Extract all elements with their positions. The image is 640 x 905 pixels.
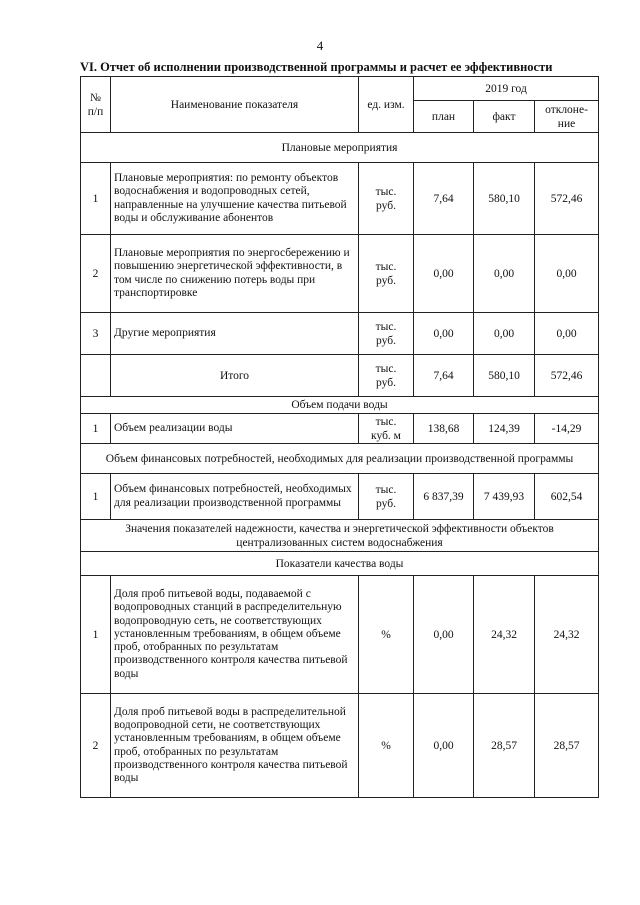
- table-row: [81, 235, 599, 313]
- header-fact: факт: [474, 101, 535, 133]
- row-plan: 6 837,39: [414, 474, 474, 520]
- header-year: 2019 год: [414, 77, 599, 101]
- section-row: [81, 133, 599, 163]
- row-unit: %: [359, 694, 414, 798]
- row-plan: 0,00: [414, 576, 474, 694]
- section-row: [81, 552, 599, 576]
- total-deviation: 572,46: [535, 355, 599, 397]
- row-name: Плановые мероприятия: по ремонту объектов водоснабжения и водопроводных сетей, направленные на улучшение качества питьевой воды и обслуживание абонентов: [111, 163, 359, 235]
- total-row: [81, 355, 599, 397]
- row-number: 1: [81, 414, 111, 444]
- row-fact: 580,10: [474, 163, 535, 235]
- header-name: Наименование показателя: [111, 77, 359, 133]
- page-number: 4: [316, 38, 324, 53]
- report-table: [80, 76, 599, 798]
- total-plan: 7,64: [414, 355, 474, 397]
- row-plan: 0,00: [414, 313, 474, 355]
- row-number: 1: [81, 163, 111, 235]
- row-name: Объем реализации воды: [111, 414, 359, 444]
- row-deviation: 0,00: [535, 313, 599, 355]
- header-deviation: отклоне- ние: [535, 101, 599, 133]
- section-quality: Показатели качества воды: [81, 552, 599, 576]
- row-number: 2: [81, 694, 111, 798]
- section-planned: Плановые мероприятия: [81, 133, 599, 163]
- table-row: [81, 414, 599, 444]
- row-unit: тыс. руб.: [359, 235, 414, 313]
- row-plan: 7,64: [414, 163, 474, 235]
- row-name: Объем финансовых потребностей, необходимых для реализации производственной программы: [111, 474, 359, 520]
- table-row: [81, 313, 599, 355]
- row-deviation: 28,57: [535, 694, 599, 798]
- row-deviation: 572,46: [535, 163, 599, 235]
- section-row: [81, 397, 599, 414]
- header-num: № п/п: [81, 77, 111, 133]
- total-name: Итого: [111, 355, 359, 397]
- row-deviation: 0,00: [535, 235, 599, 313]
- row-deviation: 24,32: [535, 576, 599, 694]
- row-name: Доля проб питьевой воды в распределительной водопроводной сети, не соответствующих установленным требованиям, в общем объеме проб, отобранных по результатам производственного контроля качества питьевой воды: [111, 694, 359, 798]
- row-deviation: -14,29: [535, 414, 599, 444]
- section-row: [81, 444, 599, 474]
- row-fact: 7 439,93: [474, 474, 535, 520]
- row-deviation: 602,54: [535, 474, 599, 520]
- row-plan: 138,68: [414, 414, 474, 444]
- total-fact: 580,10: [474, 355, 535, 397]
- total-unit: тыс. руб.: [359, 355, 414, 397]
- row-name: Другие мероприятия: [111, 313, 359, 355]
- table-row: [81, 694, 599, 798]
- row-number: 1: [81, 576, 111, 694]
- section-finance: Объем финансовых потребностей, необходимых для реализации производственной программы: [81, 444, 599, 474]
- table-row: [81, 474, 599, 520]
- total-number: [81, 355, 111, 397]
- table-row: [81, 163, 599, 235]
- row-fact: 0,00: [474, 313, 535, 355]
- header-unit: ед. изм.: [359, 77, 414, 133]
- section-row: [81, 520, 599, 552]
- row-unit: тыс. руб.: [359, 163, 414, 235]
- row-number: 2: [81, 235, 111, 313]
- row-plan: 0,00: [414, 235, 474, 313]
- row-unit: %: [359, 576, 414, 694]
- header-row-1: [81, 77, 599, 101]
- row-name: Плановые мероприятия по энергосбережению и повышению энергетической эффективности, в том числе по снижению потерь воды при транспортировке: [111, 235, 359, 313]
- row-fact: 24,32: [474, 576, 535, 694]
- row-number: 3: [81, 313, 111, 355]
- row-fact: 0,00: [474, 235, 535, 313]
- row-fact: 124,39: [474, 414, 535, 444]
- row-name: Доля проб питьевой воды, подаваемой с водопроводных станций в распределительную водопроводную сеть, не соответствующих установленным требованиям, в общем объеме проб, отобранных по результатам производственного контроля качества питьевой воды: [111, 576, 359, 694]
- row-plan: 0,00: [414, 694, 474, 798]
- row-number: 1: [81, 474, 111, 520]
- row-unit: тыс. руб.: [359, 313, 414, 355]
- row-unit: тыс. руб.: [359, 474, 414, 520]
- section-title: VI. Отчет об исполнении производственной программы и расчет ее эффективности: [80, 60, 553, 74]
- section-volume: Объем подачи воды: [81, 397, 599, 414]
- row-unit: тыс. куб. м: [359, 414, 414, 444]
- section-reliability: Значения показателей надежности, качества и энергетической эффективности объектов централизованных систем водоснабжения: [81, 520, 599, 552]
- table-row: [81, 576, 599, 694]
- row-fact: 28,57: [474, 694, 535, 798]
- header-plan: план: [414, 101, 474, 133]
